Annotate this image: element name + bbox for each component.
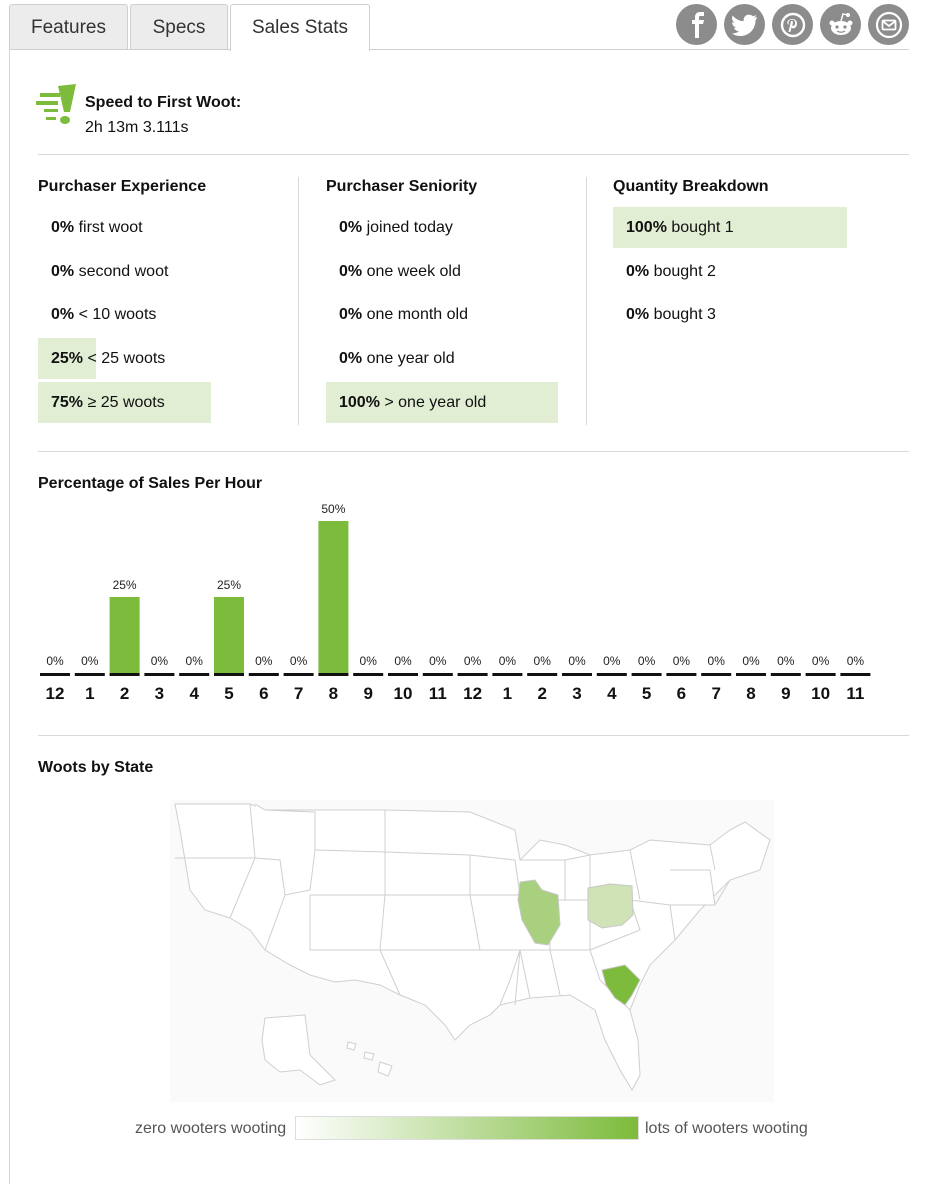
hour-tick-label: 2 [537,684,547,703]
seniority-item [326,338,558,379]
seniority-title: Purchaser Seniority [326,178,478,195]
bar-value-label: 0% [81,654,99,668]
column-divider [298,177,299,425]
experience-item [38,251,268,292]
bar-value-label: 0% [463,654,482,668]
tab-features[interactable] [9,4,128,50]
bar-value-label: 0% [742,654,760,668]
bar-value-label: 0% [185,654,203,668]
bar-baseline [771,673,801,676]
experience-item [38,382,268,423]
hour-tick-label: 4 [189,684,199,703]
bar-value-label: 0% [289,654,308,668]
hour-tick-label: 1 [85,684,95,703]
quantity-item [613,207,847,248]
chart-title: Percentage of Sales Per Hour [38,475,263,492]
bar-value-label: 0% [46,654,64,668]
bar-baseline [458,673,488,676]
us-states-map [170,800,774,1102]
experience-item [38,338,268,379]
speed-value: 2h 13m 3.111s [85,119,189,136]
stat-text: 0% joined today [339,219,453,236]
bar-baseline [632,673,662,676]
bar-baseline [527,673,557,676]
quantity-title: Quantity Breakdown [613,178,769,195]
bar-baseline [492,673,522,676]
bar-value-label: 0% [150,654,169,668]
bar [110,597,140,673]
hour-tick-label: 8 [746,684,756,703]
bar-value-label: 0% [429,654,447,668]
tab-sales-stats[interactable] [230,4,370,51]
experience-item [38,294,268,335]
hour-tick-label: 7 [293,684,304,703]
hour-tick-label: 10 [393,684,413,703]
bar-value-label: 0% [568,654,586,668]
divider [38,154,909,155]
hour-tick-label: 12 [45,684,65,703]
seniority-item [326,251,558,292]
bar-baseline [284,673,314,676]
email-icon[interactable] [868,4,909,45]
bar-baseline [249,673,279,676]
hour-tick-label: 12 [463,684,483,703]
bar-baseline [736,673,766,676]
bar-value-label: 0% [811,654,830,668]
bar-baseline [214,673,244,676]
column-divider [586,177,587,425]
bar-baseline [388,673,418,676]
divider [38,451,909,452]
bar-value-label: 0% [637,654,656,668]
hour-tick-label: 5 [224,684,234,703]
bar-baseline [666,673,696,676]
hour-tick-label: 3 [154,684,165,703]
hour-tick-label: 9 [781,684,791,703]
bar [214,597,244,673]
bar-value-label: 0% [255,654,273,668]
bar-value-label: 0% [672,654,691,668]
hour-tick-label: 7 [711,684,721,703]
facebook-icon[interactable] [676,4,717,45]
hour-tick-label: 2 [119,684,130,703]
bar-baseline [179,673,209,676]
experience-title: Purchaser Experience [38,178,207,195]
stat-text: 0% one month old [339,306,468,323]
panel-border [9,49,10,1184]
reddit-icon[interactable] [820,4,861,45]
stat-text: 100% > one year old [339,394,487,411]
bar-value-label: 25% [216,578,242,592]
bar-baseline [597,673,627,676]
bar-value-label: 0% [846,654,865,668]
experience-item [38,207,268,248]
stat-text: 25% < 25 woots [51,350,166,367]
tab-label: Sales Stats [251,17,349,38]
legend-high-label: lots of wooters wooting [645,1120,808,1137]
stat-text: 0% one week old [339,263,461,280]
stat-text: 100% bought 1 [626,219,734,236]
twitter-icon[interactable] [724,4,765,45]
bar-value-label: 0% [707,654,725,668]
divider [38,735,909,736]
bar [318,521,348,673]
tab-label: Features [31,16,106,38]
hour-tick-label: 6 [259,684,269,703]
quantity-item [613,294,847,335]
stat-text: 0% < 10 woots [51,306,157,323]
seniority-item [326,294,558,335]
bar-baseline [110,673,140,676]
legend-low-label: zero wooters wooting [135,1120,287,1137]
seniority-item [326,382,558,423]
bar-value-label: 0% [359,654,377,668]
stat-text: 0% bought 2 [626,263,716,280]
hour-tick-label: 1 [502,684,513,703]
map-title: Woots by State [38,759,154,776]
bar-baseline [144,673,174,676]
tab-divider [9,49,909,50]
quantity-item [613,251,847,292]
bar-baseline [840,673,870,676]
hour-tick-label: 3 [572,684,582,703]
hour-tick-label: 8 [328,684,339,703]
bar-value-label: 0% [777,654,795,668]
stat-text: 0% bought 3 [626,306,716,323]
bar-value-label: 0% [394,654,412,668]
bar-baseline [318,673,348,676]
bar-value-label: 0% [498,654,517,668]
seniority-item [326,207,558,248]
bar-baseline [806,673,836,676]
tab-specs[interactable] [130,4,228,50]
bar-baseline [701,673,731,676]
sales-per-hour-chart [38,495,878,710]
hour-tick-label: 9 [363,684,373,703]
hour-tick-label: 5 [641,684,652,703]
hour-tick-label: 11 [428,684,447,703]
hour-tick-label: 11 [846,684,865,703]
stat-text: 75% ≥ 25 woots [51,394,165,411]
bar-baseline [40,673,70,676]
hour-tick-label: 10 [811,684,831,703]
stat-text: 0% one year old [339,350,455,367]
bar-baseline [562,673,592,676]
bar-baseline [353,673,383,676]
stat-text: 0% first woot [51,219,143,236]
state-ohio [588,884,633,928]
legend-gradient [295,1116,639,1140]
tab-label: Specs [152,16,206,38]
bar-value-label: 0% [533,654,551,668]
speed-icon [36,84,80,131]
hour-tick-label: 6 [676,684,687,703]
bar-baseline [423,673,453,676]
bar-baseline [75,673,105,676]
bar-value-label: 0% [603,654,621,668]
bar-value-label: 50% [321,502,346,516]
speed-title: Speed to First Woot: [85,94,242,111]
bar-value-label: 25% [112,578,137,592]
hour-tick-label: 4 [607,684,617,703]
stat-text: 0% second woot [51,263,169,280]
pinterest-icon[interactable] [772,4,813,45]
